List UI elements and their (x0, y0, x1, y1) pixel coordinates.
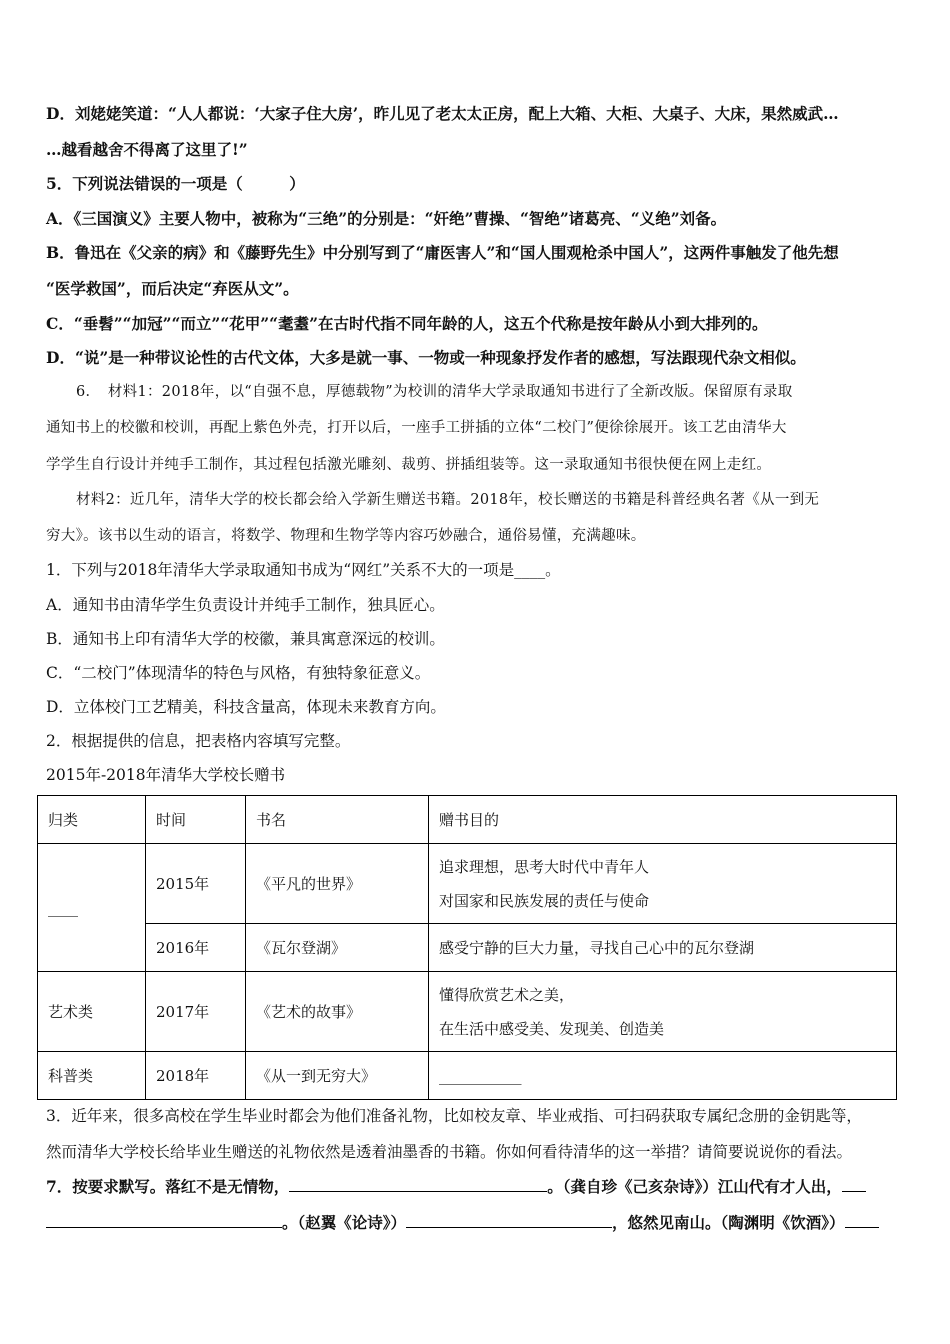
purpose-2015-line1: 追求理想，思考大时代中青年人 (439, 857, 650, 876)
header-purpose: 赠书目的 (429, 796, 897, 844)
q7-blank-2a[interactable] (842, 1191, 866, 1192)
q6-sub1-option-a: A．通知书由清华学生负责设计并纯手工制作，独具匠心。 (46, 596, 445, 614)
q6-material1-line2: 通知书上的校徽和校训，再配上紫色外壳，打开以后，一座手工拼插的立体“二校门”便徐徐展开。该工艺由清华大 (46, 420, 787, 436)
table-caption: 2015年-2018年清华大学校长赠书 (46, 766, 286, 784)
q5-stem: 5．下列说法错误的一项是（ ） (46, 174, 305, 193)
category-blank: ____ (38, 844, 146, 972)
book-2017: 《艺术的故事》 (246, 972, 429, 1052)
year-2016: 2016年 (146, 924, 246, 972)
q5-option-b-line2: “医学救国”，而后决定“弃医从文”。 (46, 279, 299, 298)
year-2018: 2018年 (146, 1052, 246, 1100)
header-year: 时间 (146, 796, 246, 844)
q7-blank-3[interactable] (406, 1227, 612, 1228)
q7-line1 (46, 1177, 912, 1197)
purpose-2015 (429, 844, 897, 924)
purpose-2016: 感受宁静的巨大力量，寻找自己心中的瓦尔登湖 (429, 924, 897, 972)
q6-material1-line3: 学学生自行设计并纯手工制作，其过程包括激光雕刻、裁剪、拼插组装等。这一录取通知书很快便在网上走红。 (46, 457, 772, 473)
q7-part3: 。（赵翼《论诗》） (282, 1213, 407, 1232)
table-row-2017 (38, 972, 897, 1052)
category-art: 艺术类 (38, 972, 146, 1052)
header-category: 归类 (38, 796, 146, 844)
table-row-2018 (38, 1052, 897, 1100)
year-2017: 2017年 (146, 972, 246, 1052)
q5-option-c: C．“垂髫”“加冠”“而立”“花甲”“耄耋”在古时代指不同年龄的人，这五个代称是按年龄从小到大排列的。 (46, 314, 768, 333)
q6-material2-line1: 材料2：近几年，清华大学的校长都会给入学新生赠送书籍。2018年，校长赠送的书籍是科普经典名著《从一到无 (76, 492, 820, 508)
q7-line2 (46, 1213, 912, 1233)
category-science: 科普类 (38, 1052, 146, 1100)
q5-option-b-line1: B．鲁迅在《父亲的病》和《藤野先生》中分别写到了“庸医害人”和“国人围观枪杀中国人”，这两件事触发了他先想 (46, 243, 839, 262)
table-row-2016 (38, 924, 897, 972)
q6-material2-line2: 穷大》。该书以生动的语言，将数学、物理和生物学等内容巧妙融合，通俗易懂，充满趣味。 (46, 528, 646, 544)
year-2015: 2015年 (146, 844, 246, 924)
purpose-2017-line2: 在生活中感受美、发现美、创造美 (439, 1019, 665, 1038)
q6-sub1-option-b: B．通知书上印有清华大学的校徽，兼具寓意深远的校训。 (46, 630, 445, 648)
q4-option-d-line2: …越看越舍不得离了这里了!” (46, 140, 248, 159)
q6-sub1-stem: 1．下列与2018年清华大学录取通知书成为“网红”关系不大的一项是____。 (46, 561, 561, 579)
book-2016: 《瓦尔登湖》 (246, 924, 429, 972)
q5-option-a: A．《三国演义》主要人物中，被称为“三绝”的分别是：“奸绝”曹操、“智绝”诸葛亮、“义绝”刘备。 (46, 209, 727, 228)
header-book: 书名 (246, 796, 429, 844)
purpose-2017-line1: 懂得欣赏艺术之美， (439, 985, 575, 1004)
purpose-2018-blank: ___________ (429, 1052, 897, 1100)
q7-blank-2b[interactable] (46, 1227, 282, 1228)
q5-option-d: D．“说”是一种带议论性的古代文体，大多是就一事、一物或一种现象抒发作者的感想，写法跟现代杂文相似。 (46, 348, 806, 367)
table-row-2015 (38, 844, 897, 924)
q6-sub1-option-c: C．“二校门”体现清华的特色与风格，有独特象征意义。 (46, 664, 431, 682)
q6-sub2-stem: 2．根据提供的信息，把表格内容填写完整。 (46, 732, 351, 750)
q6-sub3-line2: 然而清华大学校长给毕业生赠送的礼物依然是透着油墨香的书籍。你如何看待清华的这一举措？请简要说说你的看法。 (46, 1143, 853, 1161)
q4-option-d-line1: D．刘姥姥笑道：“人人都说：‘大家子住大房’，昨儿见了老太太正房，配上大箱、大柜、大桌子、大床，果然威武… (46, 104, 839, 123)
q7-blank-4[interactable] (845, 1227, 879, 1228)
q7-part1: 7．按要求默写。落红不是无情物， (46, 1177, 290, 1196)
q6-sub1-option-d: D．立体校门工艺精美，科技含量高，体现未来教育方向。 (46, 698, 446, 716)
q7-blank-1[interactable] (289, 1191, 547, 1192)
purpose-2017 (429, 972, 897, 1052)
table-header-row (38, 796, 897, 844)
purpose-2015-line2: 对国家和民族发展的责任与使命 (439, 891, 650, 910)
q6-material1-line1: 6． 材料1：2018年，以“自强不息，厚德载物”为校训的清华大学录取通知书进行了全新改版。保留原有录取 (76, 384, 793, 400)
q6-sub3-line1: 3．近年来，很多高校在学生毕业时都会为他们准备礼物，比如校友章、毕业戒指、可扫码获取专属纪念册的金钥匙等， (46, 1107, 862, 1125)
book-2018: 《从一到无穷大》 (246, 1052, 429, 1100)
book-2015: 《平凡的世界》 (246, 844, 429, 924)
q7-part2: 。（龚自珍《己亥杂诗》）江山代有才人出， (547, 1177, 842, 1196)
q7-part4: ，悠然见南山。（陶渊明《饮酒》） (612, 1213, 845, 1232)
gift-books-table (37, 795, 897, 1100)
